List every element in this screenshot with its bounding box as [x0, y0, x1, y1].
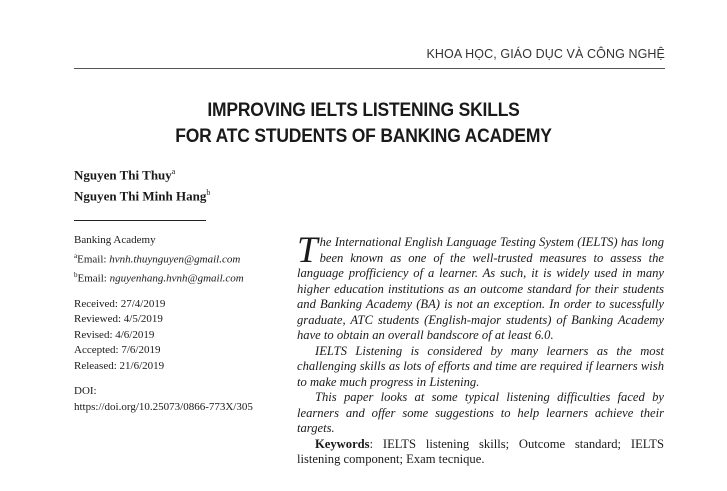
author-2 — [74, 184, 210, 205]
author-1 — [74, 163, 210, 184]
title-line-2: FOR ATC STUDENTS OF BANKING ACADEMY — [175, 126, 552, 147]
keywords-text: : IELTS listening skills; Outcome standard; IELTS listening component; Exam tecnique. — [297, 436, 664, 466]
article-title — [29, 98, 698, 150]
abstract — [297, 230, 664, 468]
date-revised: Revised: 4/6/2019 — [74, 328, 155, 341]
doi-label: DOI: — [74, 385, 97, 398]
abstract-paragraph-1: The International English Language Testing System (IELTS) has long been known as one of the well-trusted measures to assess the language profficiency of a learner. As such, it is widely used in many higher education institutions as an outcome standard for their students and Banking Academy (BA) is not an exception. In order to sucessfully graduate, ATC students (English-major students) of Banking Academy have to obtain an overall bandscore of at least 6.0. — [297, 230, 664, 342]
keywords-label: Keywords — [315, 436, 370, 451]
email-link[interactable]: hvnh.thuynguyen@gmail.com — [109, 253, 241, 266]
date-released: Released: 21/6/2019 — [74, 359, 165, 372]
author-mark: b — [206, 188, 211, 198]
affiliation: Banking Academy — [74, 234, 156, 246]
author-mark: a — [171, 167, 176, 176]
abstract-paragraph-3: This paper looks at some typical listening difficulties faced by learners and offer some suggestions to help learners achieve their targets. — [297, 390, 664, 435]
keywords — [297, 437, 664, 468]
author-list — [74, 163, 210, 206]
author-divider — [74, 220, 206, 221]
date-received: Received: 27/4/2019 — [74, 297, 166, 310]
doi-link[interactable]: https://doi.org/10.25073/0866-773X/305 — [74, 400, 253, 413]
article-info — [74, 233, 289, 415]
email-a: $^a$Email: hvnh.thuynguyen@gmail.com — [74, 251, 241, 266]
email-b: $^b$Email: nguyenhang.hvnh@gmail.com — [74, 270, 244, 285]
author-name: Nguyen Thi Thuy — [74, 167, 172, 183]
author-name: Nguyen Thi Minh Hang — [74, 188, 207, 204]
abstract-paragraph-2: IELTS Listening is considered by many learners as the most challenging skills as lots of efforts and time are required if learners wish to make much progress in Listening. — [297, 343, 664, 389]
journal-section-header: KHOA HỌC, GIÁO DỤC VÀ CÔNG NGHỆ — [426, 47, 665, 61]
header-divider — [74, 68, 665, 69]
drop-cap: T — [297, 230, 318, 271]
date-accepted: Accepted: 7/6/2019 — [74, 344, 161, 357]
title-line-1: IMPROVING IELTS LISTENING SKILLS — [207, 100, 520, 121]
email-link[interactable]: nguyenhang.hvnh@gmail.com — [109, 272, 244, 285]
date-reviewed: Reviewed: 4/5/2019 — [74, 313, 163, 326]
